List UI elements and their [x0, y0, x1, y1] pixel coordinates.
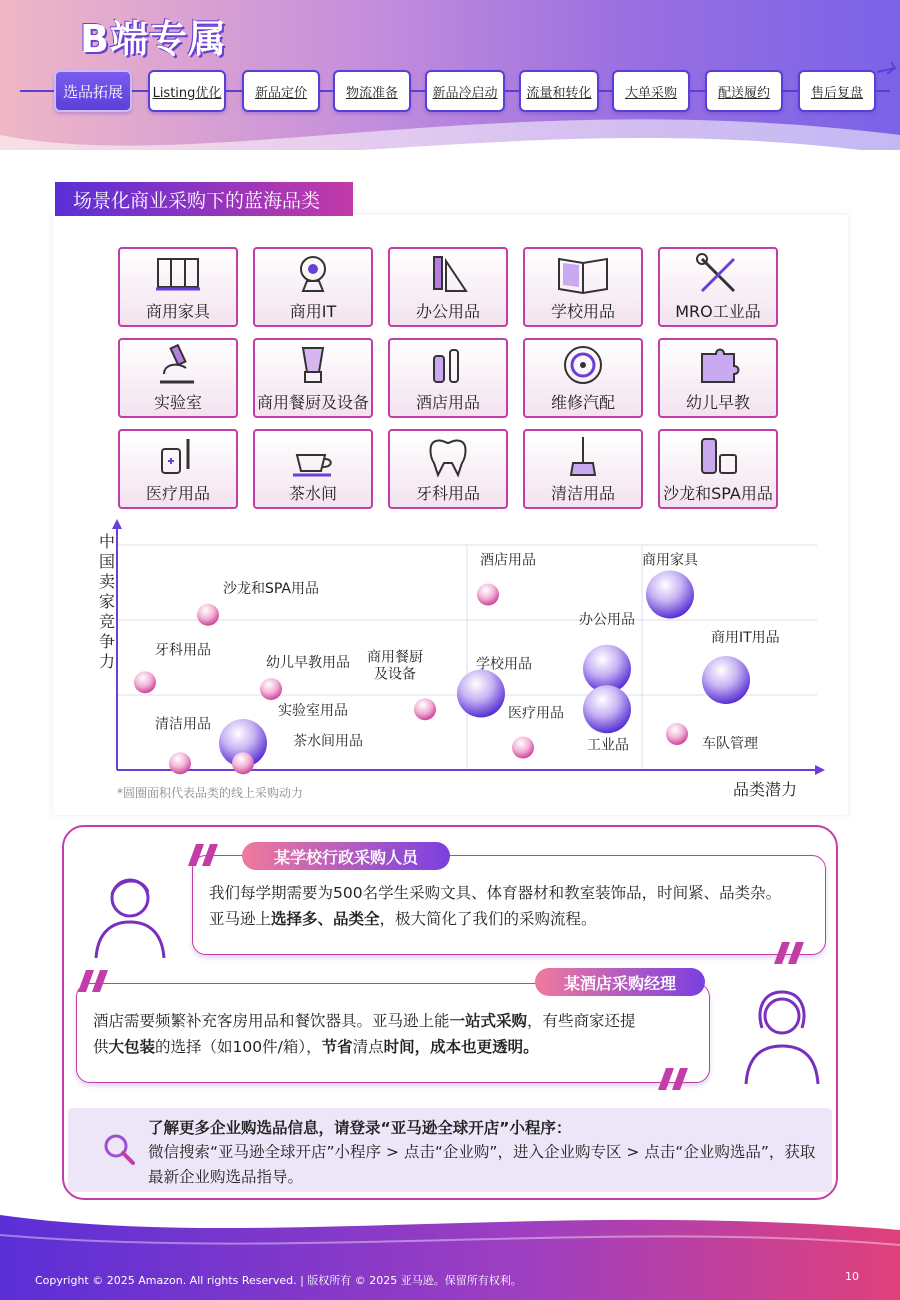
process-steps [52, 70, 882, 114]
bubble-label: 牙科用品 [155, 642, 211, 659]
category-card[interactable] [253, 338, 373, 418]
bubble-label: 酒店用品 [480, 552, 536, 569]
bubble-point [169, 752, 191, 774]
wheel-icon [555, 342, 611, 388]
bold-text: 节省 [321, 1038, 353, 1056]
step-fulfillment[interactable]: 配送履约 [705, 70, 783, 112]
quote-mark-icon [180, 842, 226, 868]
info-title: 了解更多企业购选品信息，请登录“亚马逊全球开店”小程序： [148, 1119, 572, 1137]
bubble-label: 商用餐厨及设备 [367, 649, 423, 683]
bubble-point [232, 752, 254, 774]
text: ，有些商家还提 [527, 1012, 636, 1030]
quote-hotel-line1 [93, 1008, 708, 1034]
text: 清点 [352, 1038, 384, 1056]
bold-text: 选择多、品类全 [271, 910, 380, 928]
category-label: 酒店用品 [415, 393, 480, 412]
quote-school-line2 [209, 906, 824, 932]
page-brand-title: B端专属 [80, 17, 227, 61]
bubble-point [477, 584, 499, 606]
text: ，极大简化了我们的采购流程。 [379, 910, 597, 928]
text: 亚马逊上 [209, 910, 272, 928]
quote-mark-icon [70, 968, 116, 994]
pencil-ruler-icon [420, 251, 476, 297]
quote-hotel [93, 1008, 708, 1060]
step-cold-start[interactable]: 新品冷启动 [425, 70, 505, 112]
bubble-label: 办公用品 [579, 611, 635, 628]
step-logistics[interactable]: 物流准备 [333, 70, 411, 112]
bubble-point [702, 656, 750, 704]
quote-mark-icon [766, 940, 812, 966]
bubble-label: 茶水间用品 [293, 733, 363, 750]
category-card[interactable] [388, 429, 508, 509]
category-label: 茶水间 [288, 484, 337, 503]
cosmetics-icon [690, 433, 746, 479]
bubble-label: 医疗用品 [508, 705, 564, 722]
page-number: 10 [845, 1270, 859, 1283]
info-body: 微信搜索“亚马逊全球开店”小程序 > 点击“企业购”，进入企业购专区 > 点击“企业购选品”，获取最新企业购选品指导。 [148, 1143, 816, 1186]
category-label: 商用家具 [145, 302, 210, 321]
category-label: 学校用品 [550, 302, 615, 321]
bubble-point [666, 723, 688, 745]
male-avatar-icon [90, 872, 170, 960]
y-axis-arrow [112, 519, 122, 529]
category-card[interactable] [253, 247, 373, 327]
quote-school-line1: 我们每学期需要为500名学生采购文具、体育器材和教室装饰品，时间紧、品类杂。 [209, 884, 782, 902]
teacup-icon [285, 433, 341, 479]
webcam-icon [285, 251, 341, 297]
category-card[interactable] [253, 429, 373, 509]
bubble-label: 实验室用品 [278, 703, 348, 719]
section-title: 场景化商业采购下的蓝海品类 [55, 182, 353, 216]
cleaning-icon [555, 433, 611, 479]
category-label: 清洁用品 [550, 484, 615, 503]
category-card[interactable] [523, 247, 643, 327]
text: 供 [93, 1038, 109, 1056]
x-axis-arrow [815, 765, 825, 775]
blender-icon [285, 342, 341, 388]
category-card[interactable] [118, 429, 238, 509]
tooth-icon [420, 433, 476, 479]
category-card[interactable] [523, 338, 643, 418]
medicine-icon [150, 433, 206, 479]
search-icon [102, 1132, 136, 1166]
bubble-point [134, 671, 156, 693]
quote-mark-icon [650, 1066, 696, 1092]
bubble-label: 幼儿早教用品 [266, 655, 350, 671]
bubble-label: 商用家具 [642, 552, 698, 569]
text: 酒店需要频繁补充客房用品和餐饮器具。亚马逊上能 [93, 1012, 450, 1030]
category-label: MRO工业品 [675, 302, 761, 321]
category-label: 商用IT [289, 302, 337, 321]
category-card[interactable] [118, 247, 238, 327]
category-card[interactable] [658, 338, 778, 418]
quote-school [209, 880, 824, 932]
toiletries-icon [420, 342, 476, 388]
y-axis-label: 中国卖家竞争力 [99, 532, 116, 671]
copyright: Copyright © 2025 Amazon. All rights Reserved. | 版权所有 © 2025 亚马逊。保留所有权利。 [35, 1274, 522, 1287]
category-label: 维修汽配 [550, 393, 615, 412]
bubble-label: 工业品 [587, 737, 629, 754]
step-listing[interactable]: Listing优化 [148, 70, 226, 112]
step-traffic[interactable]: 流量和转化 [519, 70, 599, 112]
category-label: 医疗用品 [145, 484, 210, 503]
category-label: 沙龙和SPA用品 [663, 484, 773, 503]
bubble-label: 商用IT用品 [711, 630, 780, 646]
microscope-icon [150, 342, 206, 388]
quote-hotel-line2 [93, 1034, 708, 1060]
tools-icon [690, 251, 746, 297]
category-card[interactable] [388, 338, 508, 418]
step-pricing[interactable]: 新品定价 [242, 70, 320, 112]
category-card[interactable] [118, 338, 238, 418]
x-axis-label: 品类潜力 [732, 780, 797, 799]
puzzle-icon [690, 342, 746, 388]
category-label: 商用餐厨及设备 [256, 393, 369, 412]
bubble-chart [85, 515, 825, 805]
step-bulk-purchase[interactable]: 大单采购 [612, 70, 690, 112]
bubble-point [414, 698, 436, 720]
step-select-products[interactable]: 选品拓展 [54, 70, 132, 112]
category-card[interactable] [658, 429, 778, 509]
bubble-point [457, 670, 505, 718]
category-label: 幼儿早教 [685, 393, 750, 412]
bold-text: 大包装 [108, 1038, 156, 1056]
bubble-label: 沙龙和SPA用品 [223, 580, 320, 597]
text: 的选择（如100件/箱）， [155, 1038, 322, 1056]
category-card[interactable] [388, 247, 508, 327]
bubble-point [583, 685, 631, 733]
female-avatar-icon [740, 988, 824, 1086]
category-card[interactable] [523, 429, 643, 509]
bold-text: 时间，成本也更透明。 [383, 1038, 539, 1056]
bubble-point [197, 604, 219, 626]
bubble-label: 学校用品 [476, 656, 532, 673]
step-review[interactable]: 售后复盘 [798, 70, 876, 112]
bubble-point [260, 678, 282, 700]
bubble-point [646, 571, 694, 619]
info-box [68, 1108, 832, 1192]
category-label: 办公用品 [415, 302, 480, 321]
bold-text: 一站式采购 [449, 1012, 528, 1030]
tag-school-buyer: 某学校行政采购人员 [242, 842, 450, 870]
chart-note: *圆圈面积代表品类的线上采购动力 [117, 786, 304, 800]
bubble-label: 清洁用品 [155, 716, 211, 733]
category-label: 牙科用品 [415, 484, 480, 503]
tag-hotel-manager: 某酒店采购经理 [535, 968, 705, 996]
bubble-point [512, 737, 534, 759]
bubble-label: 车队管理 [702, 736, 758, 752]
furniture-icon [150, 251, 206, 297]
category-label: 实验室 [153, 393, 202, 412]
book-icon [555, 251, 611, 297]
category-card[interactable] [658, 247, 778, 327]
